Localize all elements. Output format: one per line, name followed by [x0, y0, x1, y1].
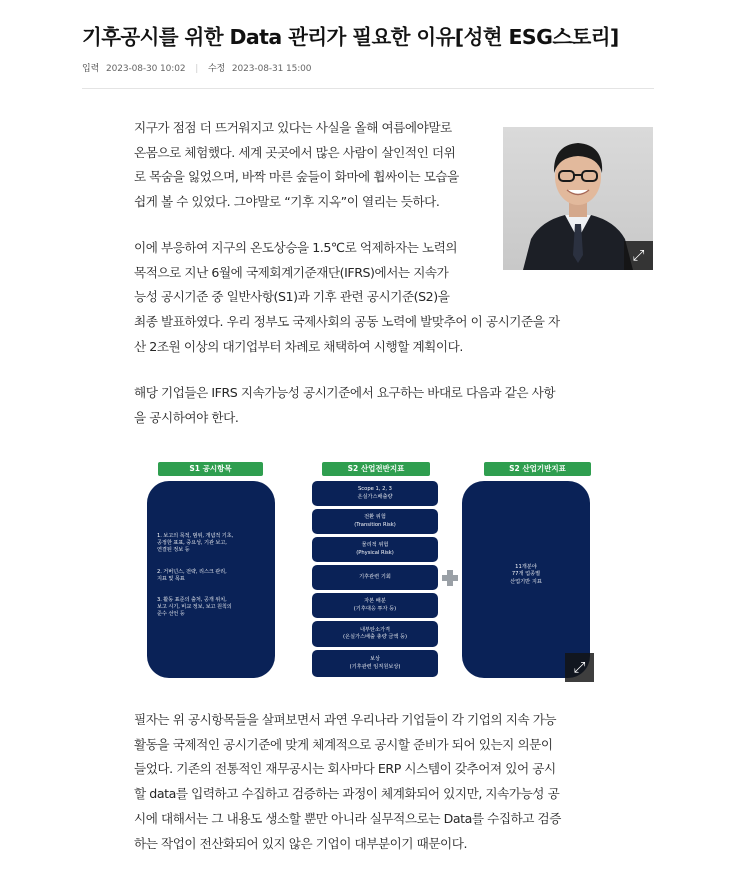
photo-expand-button[interactable]: [624, 241, 653, 270]
s2-pill-physical-risk: 물리적 위험 (Physical Risk): [312, 537, 438, 562]
plus-icon: [442, 570, 458, 586]
input-label: 입력: [82, 64, 100, 74]
s2-pill-remuneration: 보상 (기후관련 임직원보상): [312, 650, 438, 677]
text-line: 지구가 점점 더 뜨거워지고 있다는 사실을 올해 여름에야말로: [134, 120, 452, 135]
s1-item-2: 2. 거버넌스, 전략, 리스크 관리, 지표 및 목표: [157, 569, 227, 583]
s2-pill-climate-opportunity: 기후관련 기회: [312, 565, 438, 590]
s2-industry-wide-header: S2 산업전반지표: [322, 462, 430, 476]
text-line: 쉽게 볼 수 있었다. 그야말로 “기후 지옥”이 열리는 듯하다.: [134, 194, 440, 210]
expand-icon: ⤢: [573, 658, 586, 676]
text-line: 활동을 국제적인 공시기준에 맞게 체계적으로 공시할 준비가 되어 있는지 의문이: [134, 736, 553, 752]
paragraph-1: [134, 116, 459, 215]
paragraph-4: [134, 708, 561, 856]
s2-industry-based-header: S2 산업기반지표: [484, 462, 591, 476]
text-line: 로 목숨을 잃었으며, 바짝 마른 숲들이 화마에 휩싸이는 모습을: [134, 169, 459, 185]
edit-label: 수정: [207, 64, 226, 74]
text-line: 들었다. 기존의 전통적인 재무공시는 회사마다 ERP 시스템이 갖추어져 있어 공시: [134, 761, 556, 777]
infographic-expand-button[interactable]: [565, 653, 594, 682]
paragraph-3: [134, 381, 555, 430]
text-line: 할 data를 입력하고 수집하고 검증하는 과정이 체계화되어 있지만, 지속가능성 공: [134, 786, 560, 802]
s2-pill-capital-allocation: 자본 배분 (기후대응 투자 등): [312, 593, 438, 618]
text-line: 필자는 위 공시항목들을 살펴보면서 과연 우리나라 기업들이 각 기업의 지속 가능: [134, 712, 557, 727]
edit-time: 2023-08-31 15:00: [231, 64, 312, 74]
meta-divider: |: [195, 64, 199, 74]
s2-pill-internal-carbon-price: 내부탄소가격 (온실가스배출 총량 금액 등): [312, 621, 438, 647]
text-line: 을 공시하여야 한다.: [134, 409, 239, 425]
text-line: 온몸으로 체험했다. 세계 곳곳에서 많은 사람이 살인적인 더위: [134, 144, 456, 160]
s2-pill-transition-risk: 전환 위험 (Transition Risk): [312, 509, 438, 534]
text-line: 능성 공시기준 중 일반사항(S1)과 기후 관련 공시기준(S2)을: [134, 289, 450, 305]
text-line: 산 2조원 이상의 대기업부터 차례로 채택하여 시행할 계획이다.: [134, 338, 463, 354]
text-line: 해당 기업들은 IFRS 지속가능성 공시기준에서 요구하는 바대로 다음과 같은 사항: [134, 385, 556, 400]
text-line: 이에 부응하여 지구의 온도상승을 1.5℃로 억제하자는 노력의: [134, 240, 458, 255]
input-time: 2023-08-30 10:02: [105, 64, 186, 74]
article-title: 기후공시를 위한 Data 관리가 필요한 이유[성현 ESG스토리]: [82, 25, 619, 49]
s2-industry-based-text: 11개분야 77개 업종별 산업기반 지표: [510, 564, 542, 585]
s1-header: S1 공시항목: [158, 462, 263, 476]
text-line: 하는 작업이 전산화되어 있지 않은 기업이 대부분이기 때문이다.: [134, 835, 468, 851]
s2-pill-scope-emissions: Scope 1, 2, 3 온실가스배출량: [312, 481, 438, 506]
s1-item-1: 1. 보고의 목적, 범위, 개념적 기초, 공정한 표표, 중요성, 기관 보고, 연결된 정보 등: [157, 533, 234, 554]
expand-icon: ⤢: [632, 246, 645, 264]
s1-item-3: 3. 활동 표준의 출처, 공개 위치, 보고 시기, 비교 정보, 보고 원칙의 준수 선언 등: [157, 597, 232, 618]
paragraph-2: [134, 236, 560, 360]
header-divider: [82, 88, 654, 89]
article-meta: [82, 61, 311, 74]
text-line: 최종 발표하였다. 우리 정부도 국제사회의 공동 노력에 발맞추어 이 공시기준을 자: [134, 314, 560, 330]
text-line: 목적으로 지난 6월에 국제회계기준재단(IFRS)에서는 지속가: [134, 264, 449, 280]
text-line: 시에 대해서는 그 내용도 생소할 뿐만 아니라 실무적으로는 Data를 수집하고 검증: [134, 810, 561, 826]
